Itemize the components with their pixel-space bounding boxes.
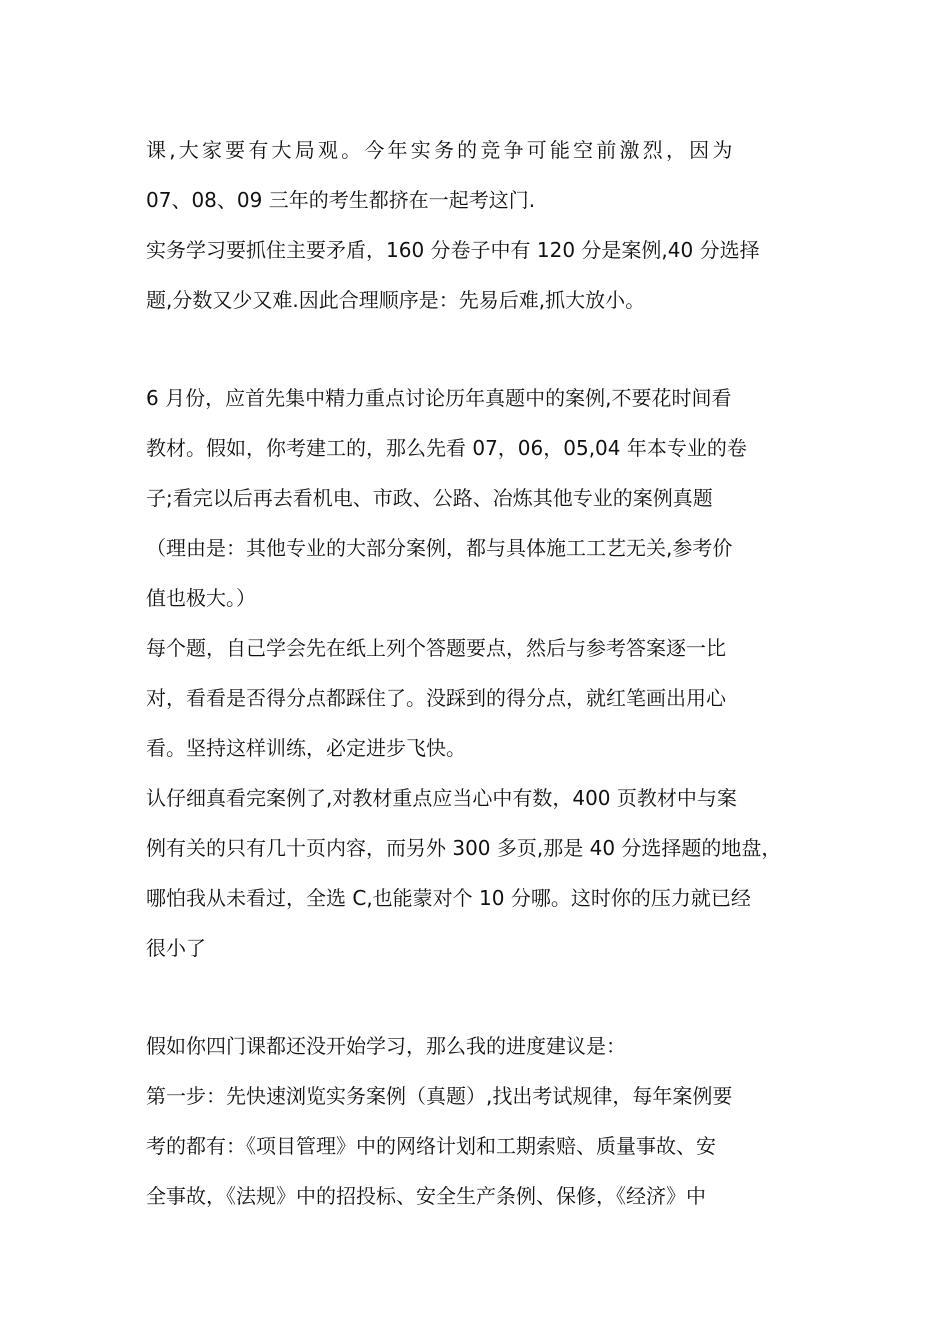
text-line: 例有关的只有几十页内容，而另外 300 多页,那是 40 分选择题的地盘， — [146, 836, 782, 860]
text-line: 课,大家要有大局观。今年实务的竞争可能空前激烈，因为 — [146, 138, 736, 162]
text-line: 对，看看是否得分点都踩住了。没踩到的得分点，就红笔画出用心 — [146, 686, 726, 710]
text-line: 07、08、09 三年的考生都挤在一起考这门. — [146, 188, 536, 212]
text-line: 哪怕我从未看过，全选 C,也能蒙对个 10 分哪。这时你的压力就已经 — [146, 886, 751, 910]
text-line: 很小了 — [146, 936, 206, 960]
text-line: 子;看完以后再去看机电、市政、公路、冶炼其他专业的案例真题 — [146, 486, 713, 510]
text-line: 教材。假如，你考建工的，那么先看 07，06，05,04 年本专业的卷 — [146, 436, 747, 460]
text-line: 看。坚持这样训练，必定进步飞快。 — [146, 736, 466, 760]
text-line: 每个题，自己学会先在纸上列个答题要点，然后与参考答案逐一比 — [146, 636, 726, 660]
text-line: 考的都有：《项目管理》中的网络计划和工期索赔、质量事故、安 — [146, 1134, 716, 1158]
text-line: （理由是：其他专业的大部分案例，都与具体施工工艺无关,参考价 — [146, 536, 733, 560]
text-line: 实务学习要抓住主要矛盾，160 分卷子中有 120 分是案例,40 分选择 — [146, 238, 760, 262]
text-line: 6 月份，应首先集中精力重点讨论历年真题中的案例,不要花时间看 — [146, 386, 732, 410]
text-line: 值也极大。） — [146, 586, 256, 610]
text-line: 全事故，《法规》中的招投标、安全生产条例、保修，《经济》中 — [146, 1184, 706, 1208]
text-line: 题,分数又少又难.因此合理顺序是：先易后难,抓大放小。 — [146, 288, 646, 312]
text-line: 认仔细真看完案例了,对教材重点应当心中有数，400 页教材中与案 — [146, 786, 737, 810]
text-line: 假如你四门课都还没开始学习，那么我的进度建议是： — [146, 1034, 626, 1058]
text-line: 第一步：先快速浏览实务案例（真题）,找出考试规律，每年案例要 — [146, 1084, 733, 1108]
